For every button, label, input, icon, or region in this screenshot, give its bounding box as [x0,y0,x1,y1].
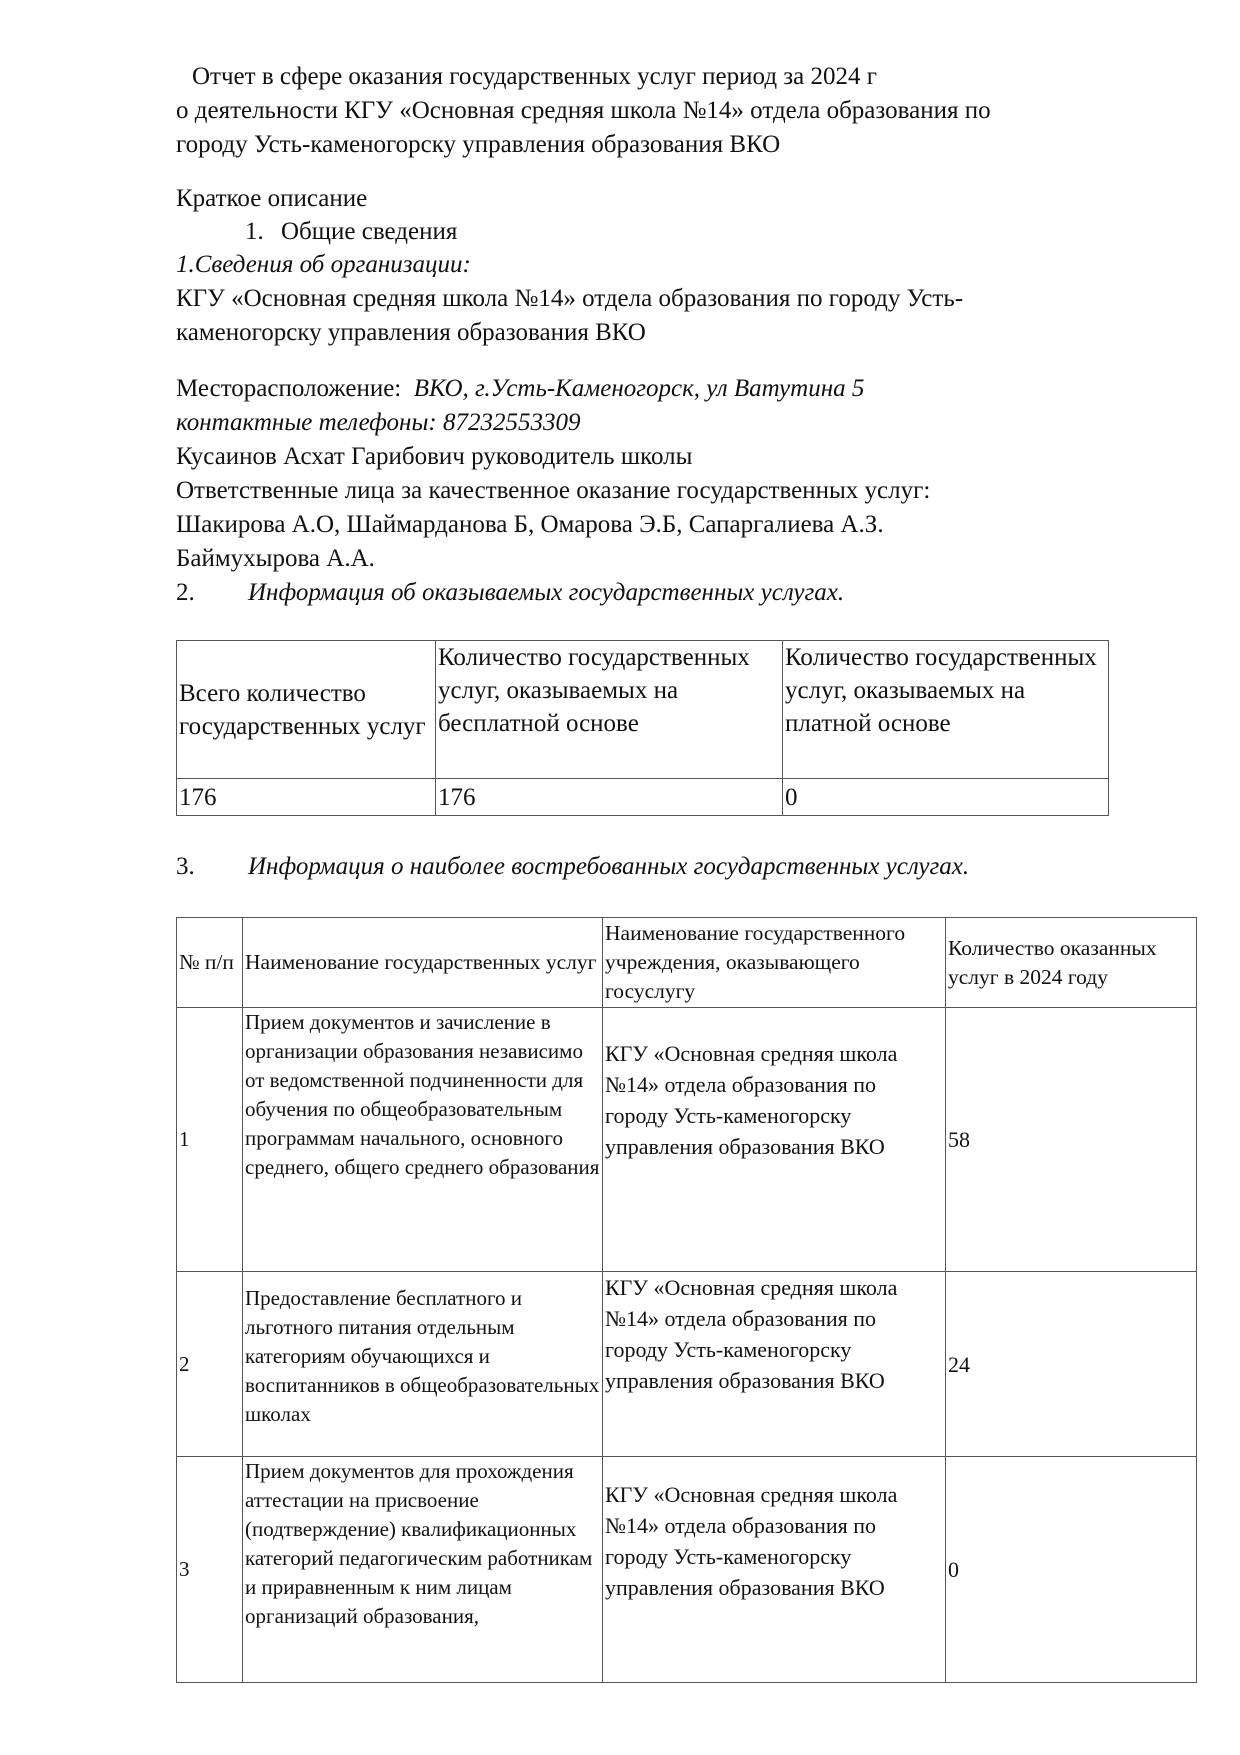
service-count: 58 [946,1008,1197,1272]
service-name: Предоставление бесплатного и льготного питания отдельным категориям обучающихся и воспитанников в общеобразовательных школах [243,1272,603,1457]
summary-header-free: Количество государственных услуг, оказываемых на бесплатной основе [436,641,783,779]
section-1-heading [245,215,457,249]
brief-description-label: Краткое описание [176,185,368,212]
service-institution: КГУ «Основная средняя школа №14» отдела образования по городу Усть-каменогорску управления образования ВКО [603,1008,946,1272]
summary-header-total: Всего количество государственных услуг [177,641,436,779]
row-number: 3 [177,1457,243,1683]
location-label: Месторасположение: [176,375,402,402]
service-count: 0 [946,1457,1197,1683]
section-2-title: Информация об оказываемых государственных услугах. [248,579,845,606]
services-header-institution: Наименование государственного учреждения, оказывающего госуслугу [603,918,946,1008]
phones-value: 87232553309 [442,409,581,436]
services-header-count: Количество оказанных услуг в 2024 году [946,918,1197,1008]
table-row [177,1008,1197,1272]
summary-header-paid: Количество государственных услуг, оказываемых на платной основе [783,641,1109,779]
section-1-number: 1. [245,218,264,245]
location-value: ВКО, г.Усть-Каменогорск, ул Ватутина 5 [413,375,865,402]
summary-table [176,640,1109,816]
service-count: 24 [946,1272,1197,1457]
section-1-title: Общие сведения [281,218,458,245]
report-title-line-2: о деятельности КГУ «Основная средняя школа №14» отдела образования по [176,97,991,124]
responsible-names-line-2: Баймухырова А.А. [176,545,375,572]
summary-table-header-row [177,641,1109,779]
section-2-heading [176,576,844,610]
head-of-school: Кусаинов Асхат Гарибович руководитель школы [176,443,693,470]
summary-value-total: 176 [177,779,436,816]
service-institution: КГУ «Основная средняя школа №14» отдела образования по городу Усть-каменогорску управления образования ВКО [603,1457,946,1683]
service-name: Прием документов для прохождения аттестации на присвоение (подтверждение) квалификационных категорий педагогическим работникам и приравненным к ним лицам организаций образования, [243,1457,603,1683]
org-info-heading: 1.Сведения об организации: [176,251,471,278]
phones-line [176,406,580,440]
table-row [177,1457,1197,1683]
row-number: 2 [177,1272,243,1457]
phones-label: контактные телефоны: [176,409,437,436]
section-3-title: Информация о наиболее востребованных государственных услугах. [248,853,970,880]
responsible-names-line-1: Шакирова А.О, Шаймарданова Б, Омарова Э.Б, Сапаргалиева А.З. [176,511,884,538]
summary-value-paid: 0 [783,779,1109,816]
report-title-line-3: городу Усть-каменогорску управления образования ВКО [176,131,781,158]
section-3-heading [176,850,969,884]
section-3-number: 3. [176,853,195,880]
summary-table-value-row [177,779,1109,816]
report-title-line-1: Отчет в сфере оказания государственных услуг период за 2024 г [192,63,878,90]
service-institution: КГУ «Основная средняя школа №14» отдела образования по городу Усть-каменогорску управления образования ВКО [603,1272,946,1457]
summary-value-free: 176 [436,779,783,816]
org-name-line-2: каменогорску управления образования ВКО [176,319,646,346]
services-header-name: Наименование государственных услуг [243,918,603,1008]
table-row [177,1272,1197,1457]
row-number: 1 [177,1008,243,1272]
org-name-line-1: КГУ «Основная средняя школа №14» отдела образования по городу Усть- [176,285,964,312]
services-table [176,917,1197,1683]
services-header-number: № п/п [177,918,243,1008]
location-line [176,372,864,406]
responsible-label: Ответственные лица за качественное оказание государственных услуг: [176,477,931,504]
services-table-header-row [177,918,1197,1008]
service-name: Прием документов и зачисление в организации образования независимо от ведомственной подчиненности для обучения по общеобразовательным программам начального, основного среднего, общего среднего образования [243,1008,603,1272]
section-2-number: 2. [176,579,195,606]
